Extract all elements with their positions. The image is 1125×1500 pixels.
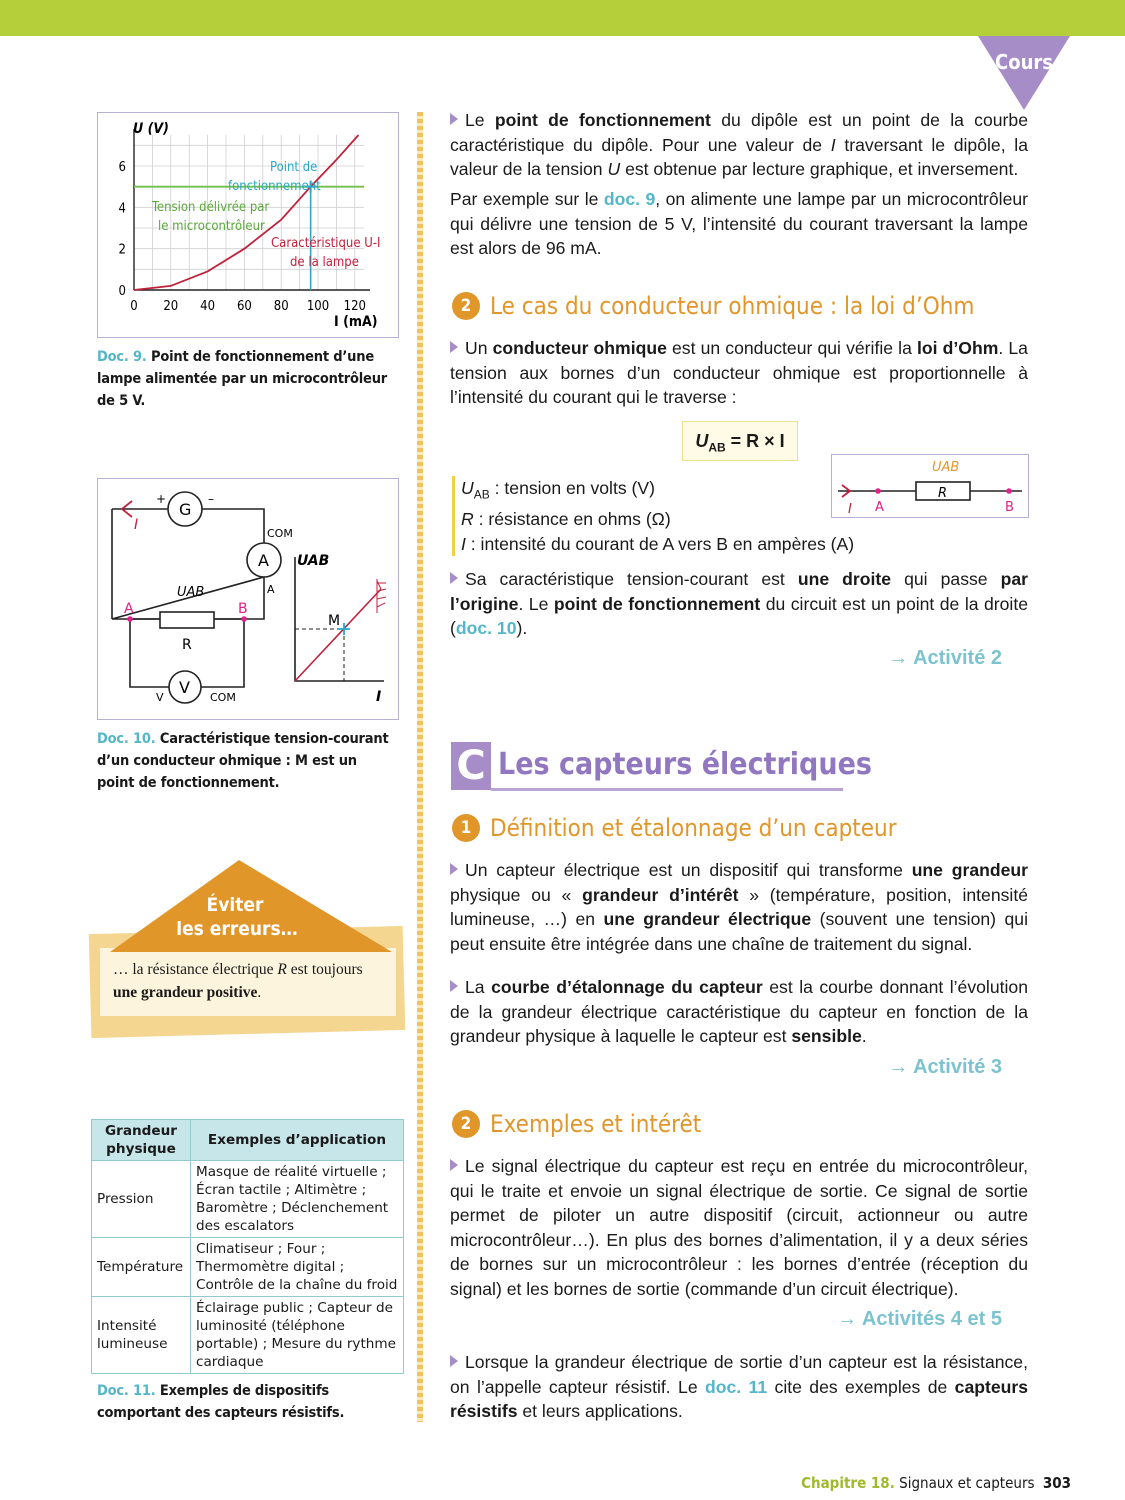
minus-label: – <box>208 492 214 506</box>
doc9-chart <box>98 113 398 337</box>
mini-node-a <box>875 488 881 494</box>
node-a-dot <box>127 616 133 622</box>
uab-label: UAB <box>177 585 205 600</box>
doc9-link[interactable]: doc. 9 <box>603 189 656 209</box>
cell-exemples: Climatiseur ; Four ; Thermomètre digital ; Contrôle de la chaîne du froid <box>191 1238 404 1297</box>
def-r: R : résistance en ohms (Ω) <box>461 509 671 530</box>
bullet-icon <box>450 113 458 125</box>
bullet-icon <box>450 572 458 584</box>
doc11-table-wrapper <box>91 1119 404 1374</box>
activity-3-link[interactable]: → Activité 3 <box>888 1056 1002 1078</box>
doc10-ref: Doc. 10. <box>97 731 156 747</box>
bullet-icon <box>450 980 458 992</box>
bullet-icon <box>450 341 458 353</box>
cell-exemples: Éclairage public ; Capteur de luminosité (téléphone portable) ; Mesure du rythme cardiaque <box>191 1297 404 1374</box>
cell-exemples: Masque de réalité virtuelle ; Écran tactile ; Altimètre ; Baromètre ; Déclenchement des escalators <box>191 1161 404 1238</box>
avoid-text-bold: une grandeur positive <box>113 984 258 1001</box>
ui-y-label: UAB <box>297 553 330 569</box>
point-m-label: M <box>328 613 341 629</box>
avoid-text-r: R <box>277 961 287 978</box>
x-tick-label: 60 <box>236 299 252 314</box>
paragraph-exemple-doc9: Par exemple sur le doc. 9, on alimente une lampe par un microcontrôleur qui délivre une tension de 5 V, l’intensité du courant traversant la lampe est alors de 96 mA. <box>450 189 1029 258</box>
doc9-caption-text: Point de fonctionnement d’une lampe alimentée par un microcontrôleur de 5 V. <box>97 349 388 409</box>
doc11-link[interactable]: doc. 11 <box>705 1376 768 1397</box>
paragraph-capteur-definition: Un capteur électrique est un dispositif qui transforme une grandeur physique ou « grandeur d’intérêt » (température, position, intensité lumineuse, …) en une grandeur électrique (souvent une tension) qui peut ensuite être intégrée dans une chaîne de traitement du signal. <box>450 860 1028 954</box>
cell-grandeur: Température <box>92 1238 191 1297</box>
avoid-text <box>113 958 383 1004</box>
paragraph-conducteur-ohmique: Un conducteur ohmique est un conducteur qui vérifie la loi d’Ohm. La tension aux bornes d’un conducteur ohmique est proportionnelle à l’intensité du courant qui le traverse : <box>450 338 1028 407</box>
avoid-text-2: est toujours <box>290 961 363 978</box>
carac-label-2: de la lampe <box>290 255 359 270</box>
com2-label: COM <box>210 691 236 704</box>
y-tick-label: 0 <box>118 284 126 299</box>
ui-x-label: I <box>376 689 382 705</box>
point-label-2: fonctionnement <box>228 179 321 194</box>
cell-grandeur: Intensité lumineuse <box>92 1297 191 1374</box>
avoid-text-1: … la résistance électrique <box>113 961 274 978</box>
paragraph-courbe-etalonnage: La courbe d’étalonnage du capteur est la courbe donnant l’évolution de la grandeur électrique caractéristique du capteur en fonction de la grandeur physique à laquelle le capteur est sensible. <box>450 977 1028 1046</box>
paragraph-capteur-resistif: Lorsque la grandeur électrique de sortie d’un capteur est la résistance, on l’appelle capteur résistif. Le doc. 11 cite des exemples de capteurs résistifs et leurs applications. <box>450 1352 1029 1421</box>
avoid-errors-banner <box>110 860 392 952</box>
resistor-label: R <box>182 637 192 653</box>
x-tick-label: 40 <box>200 299 216 314</box>
def-uab: $U_{AB}$ : tension en volts (V) <box>461 478 655 502</box>
doc11-ref: Doc. 11. <box>97 1383 156 1399</box>
tension-label-1: Tension délivrée par <box>152 200 270 215</box>
ui-hatch <box>377 579 386 613</box>
ohm-definitions <box>452 476 854 556</box>
node-b-label: B <box>238 601 248 617</box>
x-tick-label: 80 <box>273 299 289 314</box>
page-number: 303 <box>1042 1474 1071 1492</box>
doc10-circuit <box>98 479 398 719</box>
mini-r-label: R <box>938 486 948 501</box>
ohm-formula: $U_{AB} = R \times I$ <box>682 421 798 461</box>
def-i: I : intensité du courant de A vers B en ampères (A) <box>461 533 855 554</box>
section-c-underline <box>491 788 843 791</box>
node-b-dot <box>241 616 247 622</box>
col-header-grandeur: Grandeur physique <box>92 1120 191 1161</box>
y-tick-label: 4 <box>118 201 126 217</box>
column-divider <box>417 112 423 1422</box>
heading-loi-ohm: 2 Le cas du conducteur ohmique : la loi d’Ohm <box>452 292 974 320</box>
table-row <box>92 1238 404 1297</box>
x-axis-label: I (mA) <box>334 314 378 330</box>
bullet-icon <box>450 1355 458 1367</box>
table-row <box>92 1161 404 1238</box>
tension-label-2: le microcontrôleur <box>158 219 265 234</box>
doc9-ref: Doc. 9. <box>97 349 147 365</box>
point-label-1: Point de <box>270 160 318 175</box>
heading-definition-capteur: 1 Définition et étalonnage d’un capteur <box>452 814 897 842</box>
avoid-text-end: . <box>257 984 262 1001</box>
cell-grandeur: Pression <box>92 1161 191 1238</box>
carac-label-1: Caractéristique U-I <box>271 236 381 251</box>
heading-exemples: 2 Exemples et intérêt <box>452 1110 701 1138</box>
activity-2-link[interactable]: → Activité 2 <box>888 647 1002 669</box>
paragraph-point-fonctionnement: Le point de fonctionnement du dipôle est un point de la courbe caractéristique du dipôle. Pour une valeur de I traversant le dipôle, la valeur de la tension U est obtenue par lecture graphique, et inversement. <box>450 110 1028 179</box>
section-c-title: Les capteurs électriques <box>498 747 872 782</box>
avoid-title-1: Éviter <box>206 894 264 916</box>
page-footer <box>801 1474 1071 1492</box>
x-tick-label: 20 <box>163 299 179 314</box>
resistor-symbol <box>160 612 214 628</box>
heading-number: 1 <box>452 814 480 842</box>
ui-line <box>295 589 381 681</box>
mini-i-label: I <box>848 502 852 517</box>
x-tick-label: 100 <box>306 299 330 314</box>
mini-uab-label: UAB <box>932 460 960 475</box>
paragraph-signal-capteur: Le signal électrique du capteur est reçu en entrée du microcontrôleur, qui le traite et envoie un signal électrique de sortie. Ce signal de sortie permet de piloter un autre dispositif (circuit, actionneur ou autre microcontrôleur…). En plus des bornes d’alimentation, il y a deux séries de bornes sur un microcontrôleur : les bornes d’entrée (réception du signal) et les bornes de sortie (commande d’un circuit électrique). <box>450 1156 1028 1299</box>
doc10-caption-text: Caractéristique tension-courant d’un conducteur ohmique : M est un point de fonctionnement. <box>97 731 389 791</box>
cours-label: Cours <box>995 50 1053 74</box>
node-a-label: A <box>124 601 134 617</box>
table-row <box>92 1297 404 1374</box>
bullet-icon <box>450 863 458 875</box>
x-tick-label: 120 <box>343 299 366 314</box>
footer-title: Signaux et capteurs <box>899 1474 1035 1492</box>
voltmeter-label: V <box>179 678 190 697</box>
doc11-caption <box>97 1380 397 1424</box>
gen-label: G <box>179 500 192 519</box>
plus-label: + <box>156 492 167 506</box>
v-terminal-label: V <box>156 691 164 704</box>
paragraph-caracteristique-droite: Sa caractéristique tension-courant est une droite qui passe par l’origine. Le point de fonctionnement du circuit est un point de la droite (doc. 10). <box>450 569 1029 638</box>
y-tick-label: 2 <box>118 242 126 258</box>
com1-label: COM <box>267 527 293 540</box>
current-label: I <box>134 517 139 533</box>
bullet-icon <box>450 1159 458 1171</box>
mini-node-b <box>1006 488 1012 494</box>
section-c-letter: C <box>451 742 491 790</box>
doc10-link[interactable]: doc. 10 <box>455 618 517 638</box>
doc10-caption <box>97 728 397 794</box>
doc9-caption <box>97 346 397 412</box>
y-tick-label: 6 <box>118 160 126 175</box>
a-terminal-label: A <box>267 583 275 596</box>
doc11-table <box>91 1119 404 1374</box>
table-header-row <box>92 1120 404 1161</box>
heading-number: 2 <box>452 1110 480 1138</box>
y-axis-label: U (V) <box>133 121 169 137</box>
footer-chapter: Chapitre 18. <box>801 1474 895 1492</box>
mini-a-label: A <box>875 500 884 515</box>
x-tick-label: 0 <box>130 299 138 314</box>
heading-number: 2 <box>452 292 480 320</box>
col-header-exemples: Exemples d’application <box>191 1120 404 1161</box>
header-bar <box>0 0 1125 36</box>
mini-b-label: B <box>1005 500 1014 515</box>
avoid-title-2: les erreurs… <box>176 918 298 940</box>
activity-4-5-link[interactable]: → Activités 4 et 5 <box>837 1308 1002 1330</box>
doc9-figure <box>97 112 399 338</box>
ammeter-label: A <box>258 551 269 570</box>
doc11-caption-text: Exemples de dispositifs comportant des capteurs résistifs. <box>97 1383 345 1421</box>
mini-resistor-diagram <box>831 454 1029 518</box>
doc10-figure <box>97 478 399 720</box>
